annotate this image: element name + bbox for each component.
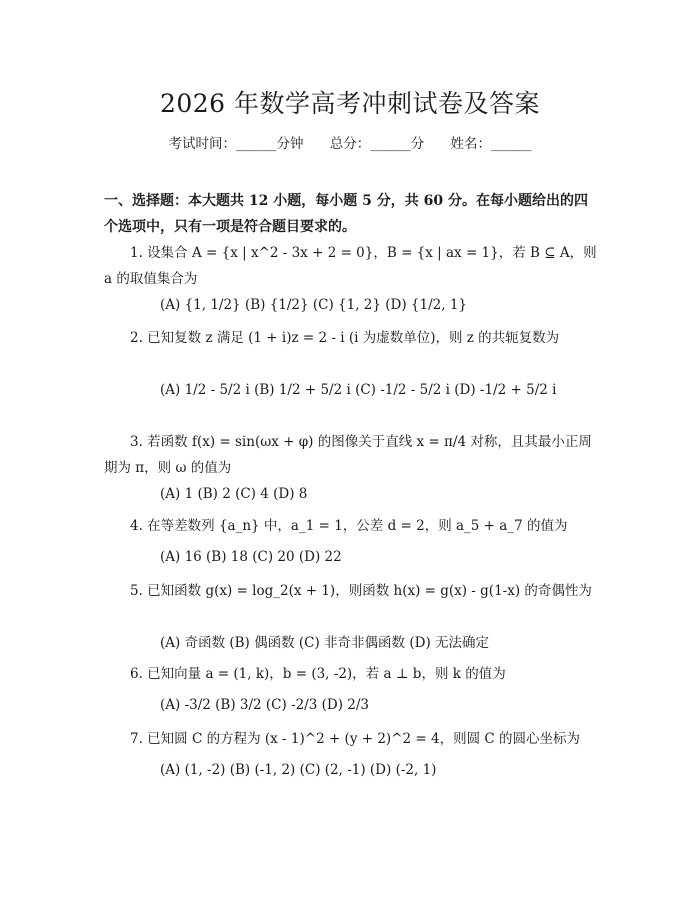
question-5 [104, 578, 600, 604]
exam-time-field: 考试时间：______分钟 [168, 136, 304, 152]
question-2-stem: 2. 已知复数 z 满足 (1 + i)z = 2 - i (i 为虚数单位)，则 z 的共轭复数为 [130, 330, 560, 346]
question-1-stem: 1. 设集合 A = {x | x^2 - 3x + 2 = 0}，B = {x | ax = 1}，若 B ⊆ A，则 a 的取值集合为 [104, 245, 597, 287]
question-5-stem: 5. 已知函数 g(x) = log_2(x + 1)，则函数 h(x) = g(x) - g(1-x) 的奇偶性为 [130, 583, 592, 599]
question-5-options: (A) 奇函数 (B) 偶函数 (C) 非奇非偶函数 (D) 无法确定 [160, 635, 489, 651]
page-title: 2026 年数学高考冲刺试卷及答案 [159, 89, 541, 118]
question-7-stem: 7. 已知圆 C 的方程为 (x - 1)^2 + (y + 2)^2 = 4，则圆 C 的圆心坐标为 [130, 731, 580, 747]
question-6-stem: 6. 已知向量 a = (1, k)，b = (3, -2)，若 a ⊥ b，则 k 的值为 [130, 666, 506, 682]
question-1-options: (A) {1, 1/2} (B) {1/2} (C) {1, 2} (D) {1/2, 1} [160, 297, 467, 313]
question-6 [104, 661, 600, 687]
question-4 [104, 513, 600, 539]
question-4-stem: 4. 在等差数列 {a_n} 中，a_1 = 1，公差 d = 2，则 a_5 + a_7 的值为 [130, 518, 568, 534]
question-2-options: (A) 1/2 - 5/2 i (B) 1/2 + 5/2 i (C) -1/2 - 5/2 i (D) -1/2 + 5/2 i [160, 382, 557, 398]
question-3-stem: 3. 若函数 f(x) = sin(ωx + φ) 的图像关于直线 x = π/4 对称，且其最小正周期为 π，则 ω 的值为 [104, 434, 592, 476]
question-7-options: (A) (1, -2) (B) (-1, 2) (C) (2, -1) (D) (-2, 1) [160, 762, 437, 778]
question-7 [104, 726, 600, 752]
question-4-options: (A) 16 (B) 18 (C) 20 (D) 22 [160, 549, 342, 565]
question-6-options: (A) -3/2 (B) 3/2 (C) -2/3 (D) 2/3 [160, 697, 370, 713]
total-score-field: 总分：______分 [329, 136, 425, 152]
student-name-field: 姓名：______ [450, 136, 532, 152]
question-3 [104, 429, 600, 481]
question-1 [104, 240, 600, 292]
question-3-options: (A) 1 (B) 2 (C) 4 (D) 8 [160, 486, 308, 502]
exam-info-line [0, 132, 700, 152]
section-heading: 一、选择题：本大题共 12 小题，每小题 5 分，共 60 分。在每小题给出的四个选项中，只有一项是符合题目要求的。 [104, 193, 588, 235]
question-2 [104, 325, 600, 351]
